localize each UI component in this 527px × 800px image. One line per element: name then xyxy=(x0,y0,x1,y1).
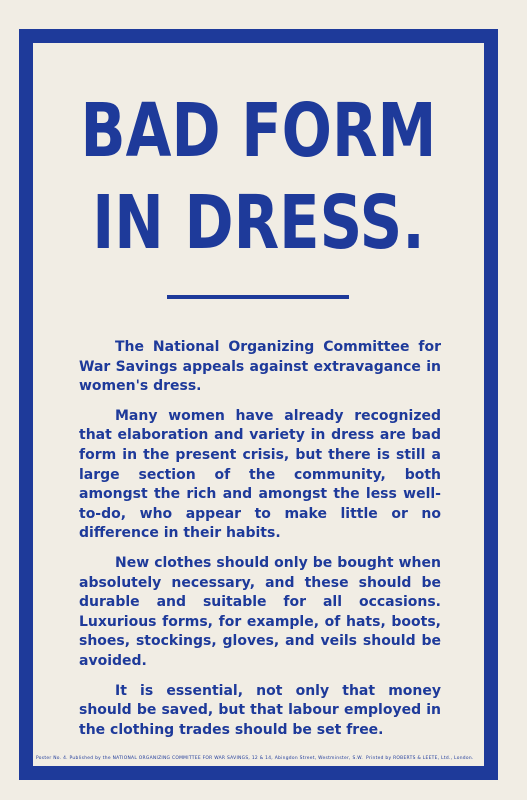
poster-title-line-2: IN DRESS. xyxy=(92,180,425,266)
paragraph-bad-form: Many women have already recognized that elaboration and variety in dress are bad form in the present crisis, but there is still a large section of the community, both amongst the rich and amongst the less well-to-do, who appear to make little or no difference in their habits. xyxy=(79,407,441,542)
title-divider-rule xyxy=(167,295,349,299)
poster-title-line-1: BAD FORM xyxy=(80,88,437,174)
printer-imprint: Printed by ROBERTS & LEETE, Ltd., London. xyxy=(366,756,474,761)
paragraph-essential: It is essential, not only that money should be saved, but that labour employed in the clothing trades should be set free. xyxy=(79,682,441,738)
paragraph-new-clothes: New clothes should only be bought when absolutely necessary, and these should be durable and suitable for all occasions. Luxurious forms, for example, of hats, boots, shoes, stockings, gloves, and veils should be avoided. xyxy=(79,554,441,669)
paragraph-appeal: The National Organizing Committee for War Savings appeals against extravagance in women's dress. xyxy=(79,339,441,395)
poster-body-text xyxy=(79,338,441,750)
publisher-imprint: Poster No. 4. Published by the NATIONAL ORGANIZING COMMITTEE FOR WAR SAVINGS, 12 & 14, Abingdon Street, Westminster, S.W. xyxy=(36,756,364,761)
